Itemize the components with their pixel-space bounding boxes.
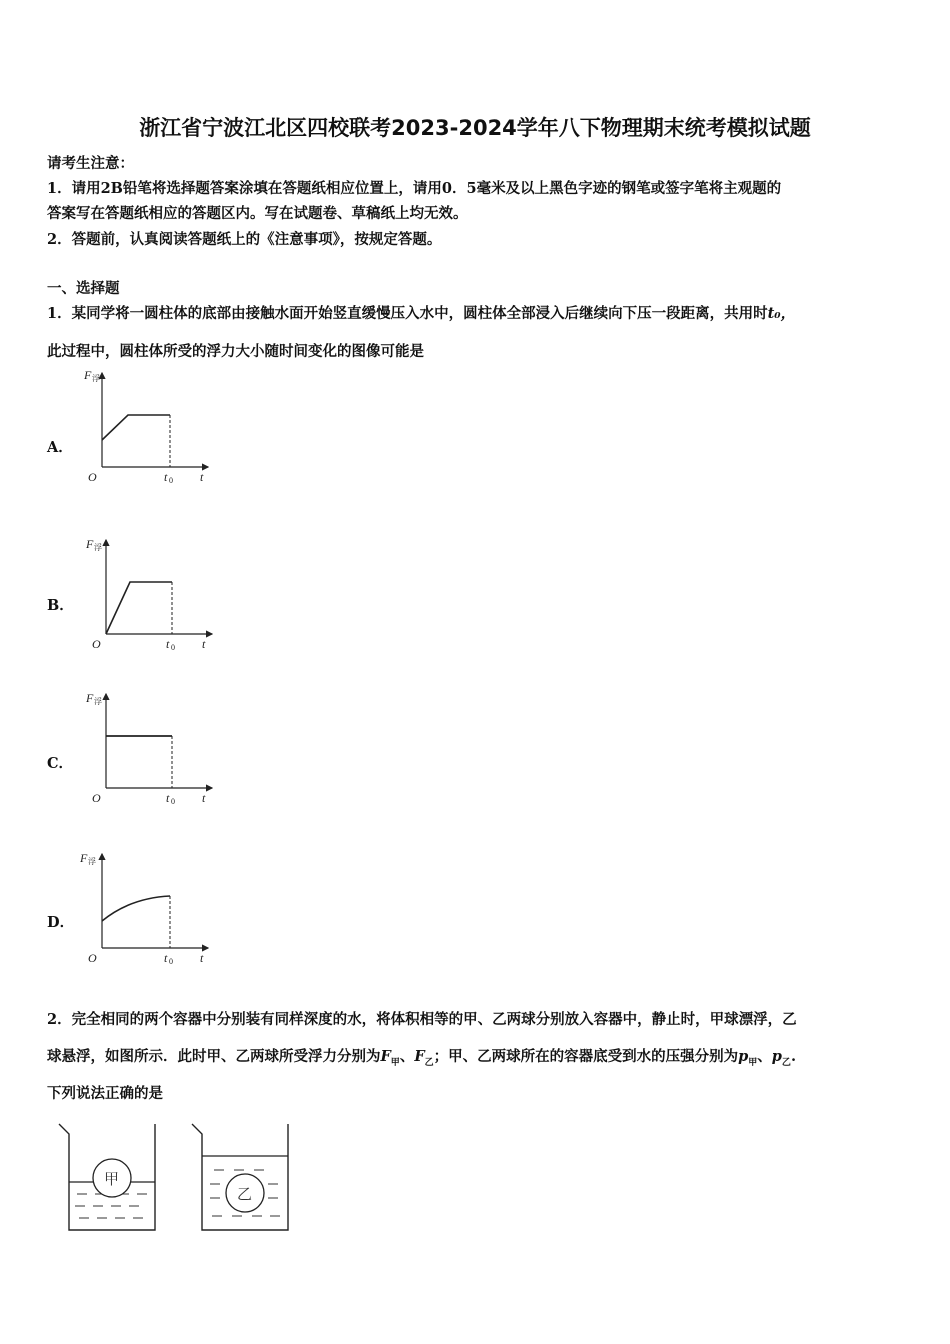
q2-line-3: 下列说法正确的是 xyxy=(47,1085,163,1102)
svg-text:O: O xyxy=(92,791,101,805)
svg-text:O: O xyxy=(88,951,97,965)
beaker-yi xyxy=(188,1118,298,1233)
graph-a xyxy=(80,365,215,490)
graph-b xyxy=(82,532,217,657)
svg-text:t: t xyxy=(164,470,168,484)
option-c-label: C． xyxy=(47,755,74,772)
notice-item-2: 2．答题前，认真阅读答题纸上的《注意事项》，按规定答题。 xyxy=(47,231,442,248)
svg-text:F: F xyxy=(86,537,94,551)
option-a-label: A． xyxy=(47,439,73,456)
section-heading: 一、选择题 xyxy=(47,280,120,297)
svg-text:t: t xyxy=(166,637,170,651)
svg-text:t: t xyxy=(202,637,206,651)
svg-text:F: F xyxy=(80,851,88,865)
option-b-label: B． xyxy=(47,597,74,614)
svg-text:t: t xyxy=(202,791,206,805)
svg-text:O: O xyxy=(92,637,101,651)
svg-text:浮: 浮 xyxy=(94,543,102,552)
option-d-label: D． xyxy=(47,914,75,931)
graph-c xyxy=(82,686,217,811)
notice-item-1a: 1．请用2B铅笔将选择题答案涂填在答题纸相应位置上，请用0．5毫米及以上黑色字迹的钢笔或签字笔将主观题的 xyxy=(47,180,782,197)
svg-text:甲: 甲 xyxy=(104,1170,120,1188)
svg-text:浮: 浮 xyxy=(88,857,96,866)
svg-text:0: 0 xyxy=(169,957,173,966)
svg-text:0: 0 xyxy=(169,476,173,485)
q1-text-b: 此过程中，圆柱体所受的浮力大小随时间变化的图像可能是 xyxy=(47,343,424,360)
graph-d xyxy=(80,846,215,971)
svg-text:0: 0 xyxy=(171,643,175,652)
beaker-jia xyxy=(55,1118,165,1233)
svg-text:F: F xyxy=(86,691,94,705)
q1-text-a: 1．某同学将一圆柱体的底部由接触水面开始竖直缓慢压入水中，圆柱体全部浸入后继续向下压一段距离，共用时t₀， xyxy=(47,305,796,322)
svg-text:t: t xyxy=(166,791,170,805)
notice-item-1b: 答案写在答题纸相应的答题区内。写在试题卷、草稿纸上均无效。 xyxy=(47,205,468,222)
page-title: 浙江省宁波江北区四校联考2023-2024学年八下物理期末统考模拟试题 xyxy=(139,116,811,140)
svg-text:t: t xyxy=(200,951,204,965)
svg-text:t: t xyxy=(164,951,168,965)
svg-text:浮: 浮 xyxy=(92,374,100,383)
q2-line-2: 球悬浮，如图所示．此时甲、乙两球所受浮力分别为$F_甲$、$F_乙$；甲、乙两球所在的容器底受到水的压强分别为$p_甲$、$p_乙$. xyxy=(47,1048,796,1068)
svg-text:F: F xyxy=(84,368,92,382)
svg-text:t: t xyxy=(200,470,204,484)
svg-text:浮: 浮 xyxy=(94,697,102,706)
svg-text:O: O xyxy=(88,470,97,484)
notice-heading: 请考生注意： xyxy=(47,155,134,172)
q2-line-1: 2．完全相同的两个容器中分别装有同样深度的水，将体积相等的甲、乙两球分别放入容器中，静止时，甲球漂浮，乙 xyxy=(47,1011,797,1028)
svg-text:0: 0 xyxy=(171,797,175,806)
svg-text:乙: 乙 xyxy=(237,1185,253,1203)
